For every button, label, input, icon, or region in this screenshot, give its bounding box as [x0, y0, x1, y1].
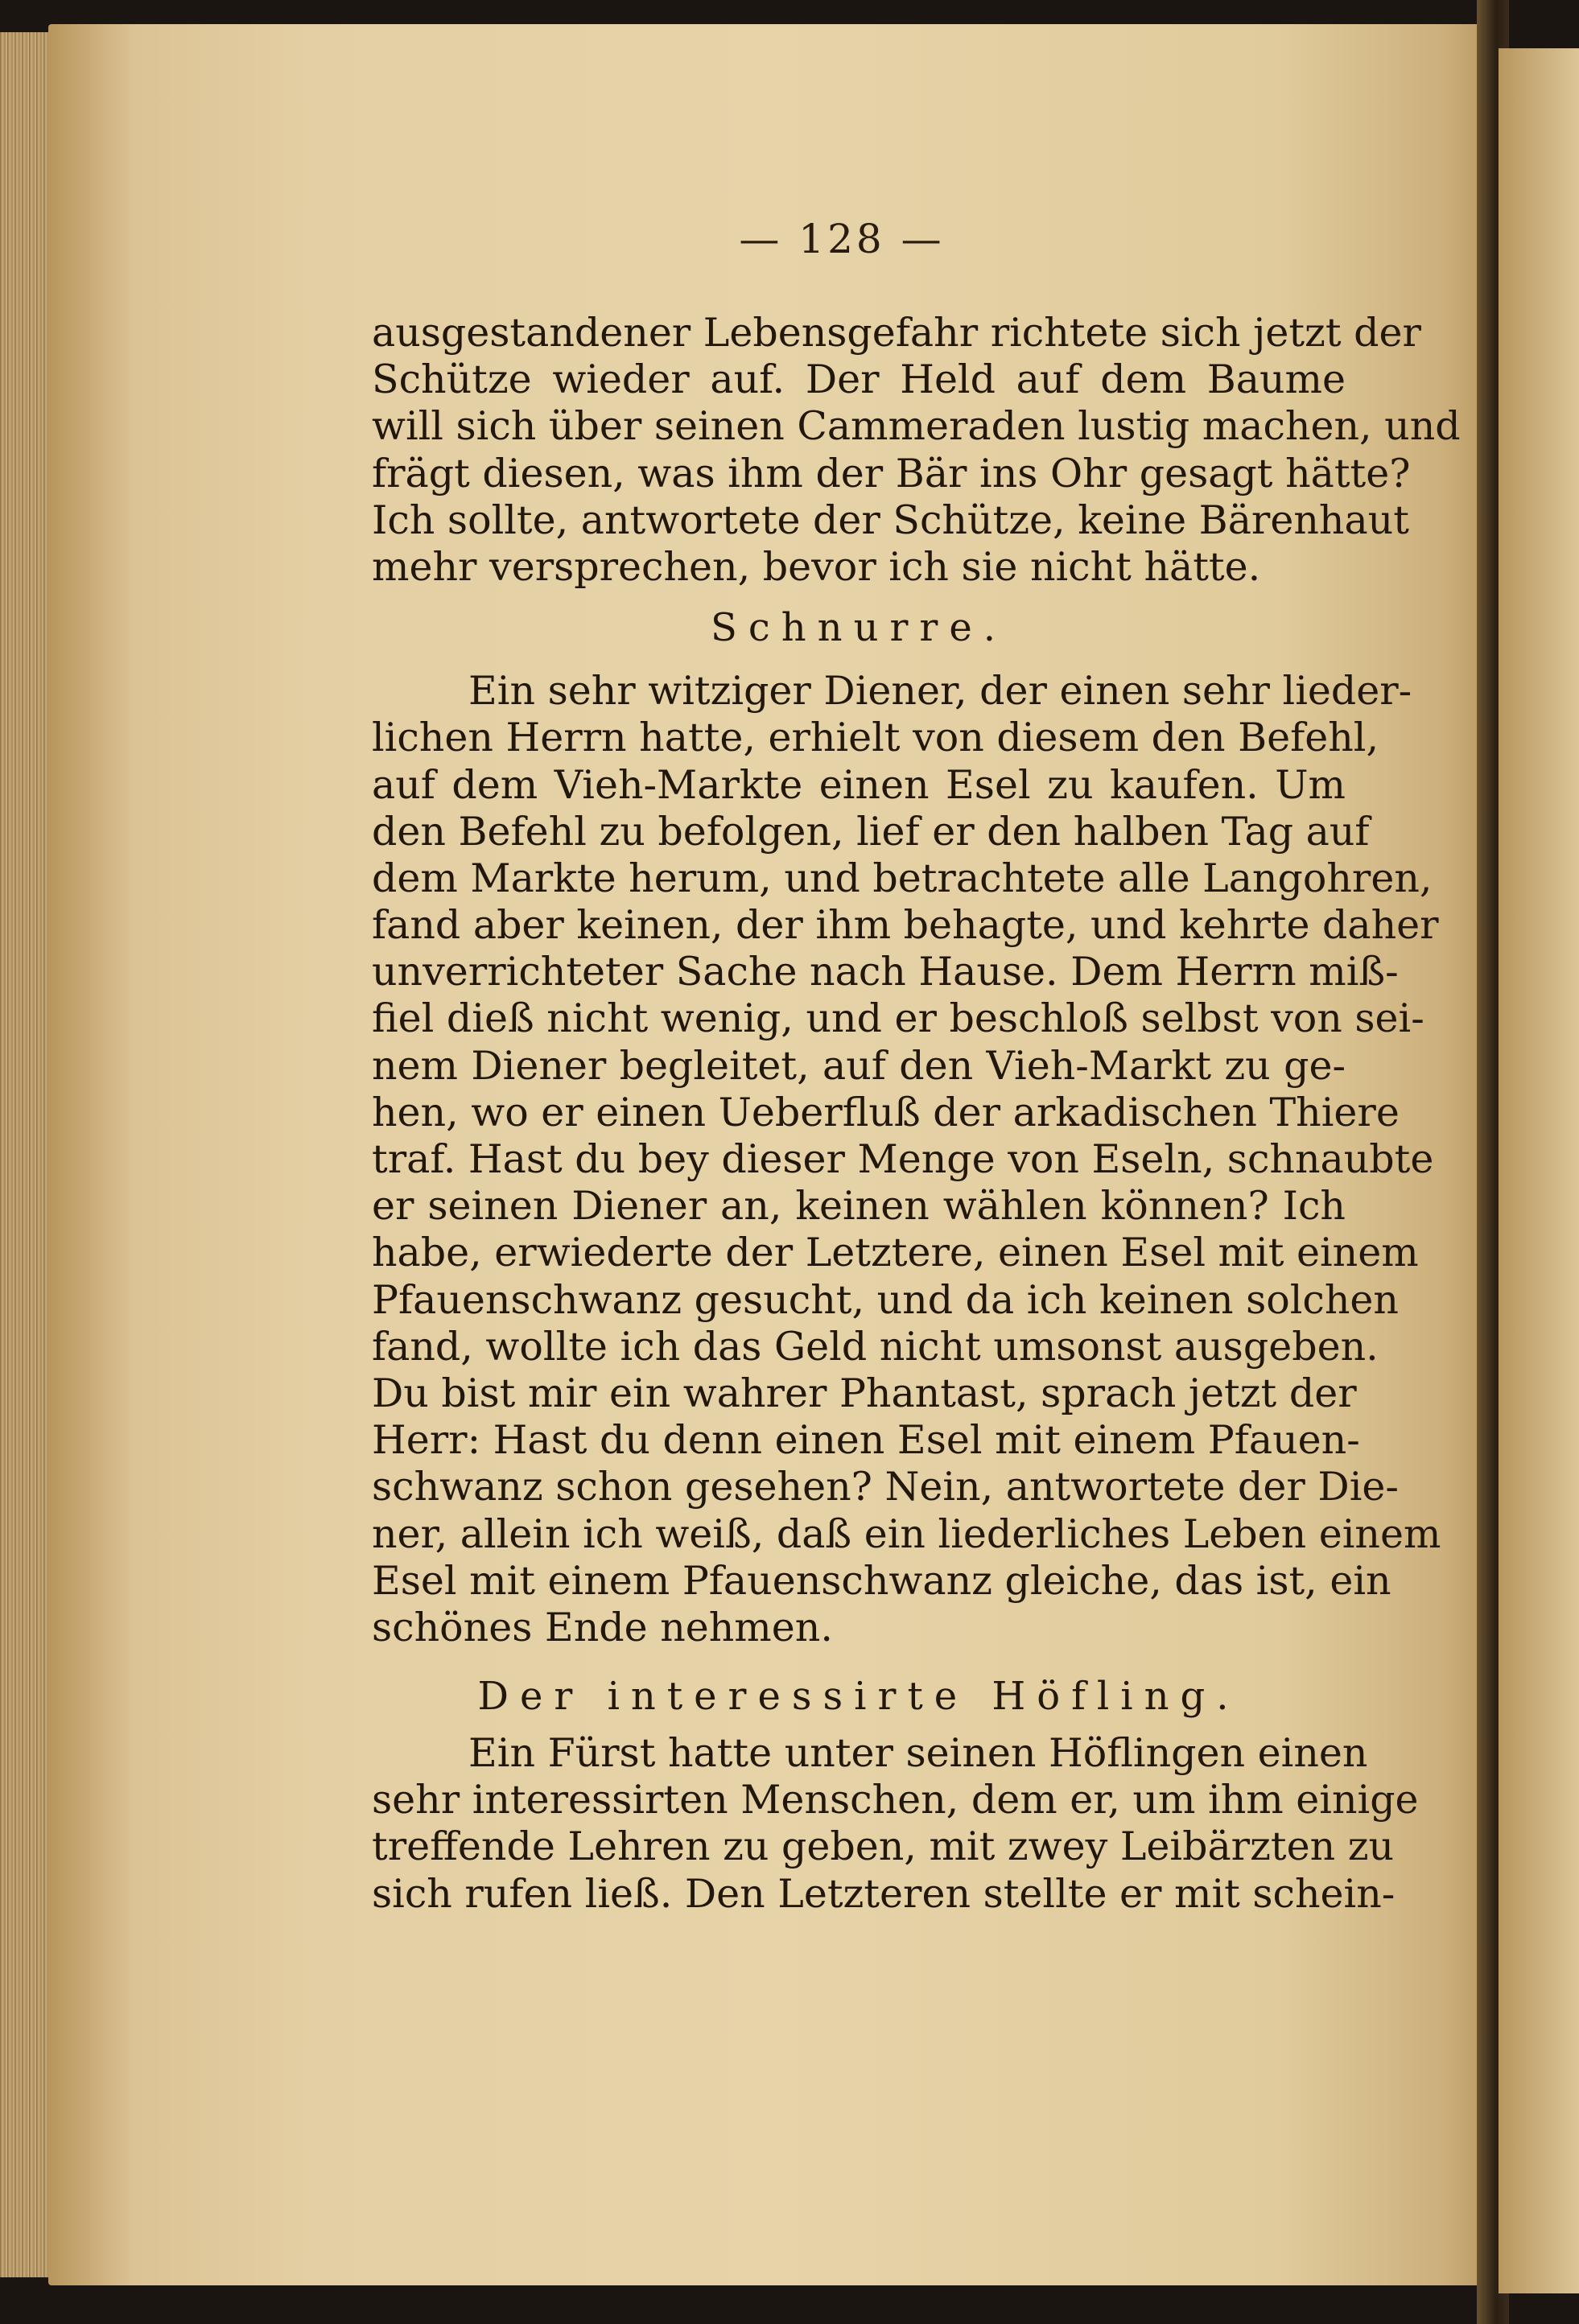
page-text [372, 310, 1461, 1918]
text-line: lichen Herrn hatte, erhielt von diesem den Befehl, [372, 715, 1379, 761]
text-line: er seinen Diener an, keinen wählen können? Ich [372, 1183, 1346, 1230]
text-line: Ich sollte, antwortete der Schütze, keine Bärenhaut [372, 497, 1409, 543]
section-heading-hoefling: Der interessirte Höfling. [477, 1674, 1240, 1720]
text-line: schönes Ende nehmen. [372, 1604, 833, 1650]
text-line: ner, allein ich weiß, daß ein liederliches Leben einem [372, 1510, 1441, 1557]
text-line: sehr interessirten Menschen, dem er, um ihm einige [372, 1777, 1419, 1823]
text-line: Ein Fürst hatte unter seinen Höflingen einen [468, 1730, 1368, 1777]
text-line: Esel mit einem Pfauenschwanz gleiche, das ist, ein [372, 1557, 1391, 1604]
text-line: dem Markte herum, und betrachtete alle Langohren, [372, 855, 1433, 901]
text-line: Ein sehr witziger Diener, der einen sehr lieder- [468, 668, 1412, 715]
section-heading-schnurre: Schnurre. [710, 605, 1008, 651]
text-line: habe, erwiederte der Letztere, einen Esel mit einem [372, 1230, 1419, 1276]
text-line: treffende Lehren zu geben, mit zwey Leibärzten zu [372, 1823, 1395, 1870]
text-line: ausgestandener Lebensgefahr richtete sich jetzt der [372, 310, 1421, 356]
text-line: Pfauenschwanz gesucht, und da ich keinen solchen [372, 1276, 1399, 1323]
text-line: traf. Hast du bey dieser Menge von Eseln, schnaubte [372, 1136, 1434, 1182]
page-number: — 128 — [739, 216, 945, 262]
section-hoefling-body [372, 1730, 1419, 1918]
paragraph-continued [372, 310, 1461, 591]
text-line: unverrichteter Sache nach Hause. Dem Herrn miß- [372, 949, 1399, 995]
section-schnurre-body [372, 668, 1441, 1651]
text-line: will sich über seinen Cammeraden lustig machen, und [372, 403, 1461, 450]
text-line: nem Diener begleitet, auf den Vieh-Markt zu ge- [372, 1042, 1346, 1089]
text-line: mehr versprechen, bevor ich sie nicht hätte. [372, 543, 1261, 590]
text-line: sich rufen ließ. Den Letzteren stellte er mit schein- [372, 1870, 1396, 1917]
facing-page-edge [1499, 48, 1579, 2293]
text-line: Herr: Hast du denn einen Esel mit einem Pfauen- [372, 1417, 1360, 1464]
text-line: schwanz schon gesehen? Nein, antwortete der Die- [372, 1464, 1399, 1510]
text-line: fand aber keinen, der ihm behagte, und kehrte daher [372, 902, 1439, 949]
text-line: auf dem Vieh-Markte einen Esel zu kaufen. Um [372, 761, 1346, 808]
text-line: fiel dieß nicht wenig, und er beschloß selbst von sei- [372, 995, 1424, 1042]
text-line: hen, wo er einen Ueberfluß der arkadischen Thiere [372, 1089, 1400, 1135]
text-line: frägt diesen, was ihm der Bär ins Ohr gesagt hätte? [372, 450, 1411, 497]
text-line: Schütze wieder auf. Der Held auf dem Baume [372, 356, 1346, 403]
text-line: den Befehl zu befolgen, lief er den halben Tag auf [372, 808, 1370, 855]
text-line: fand, wollte ich das Geld nicht umsonst ausgeben. [372, 1323, 1379, 1370]
text-line: Du bist mir ein wahrer Phantast, sprach jetzt der [372, 1370, 1357, 1416]
